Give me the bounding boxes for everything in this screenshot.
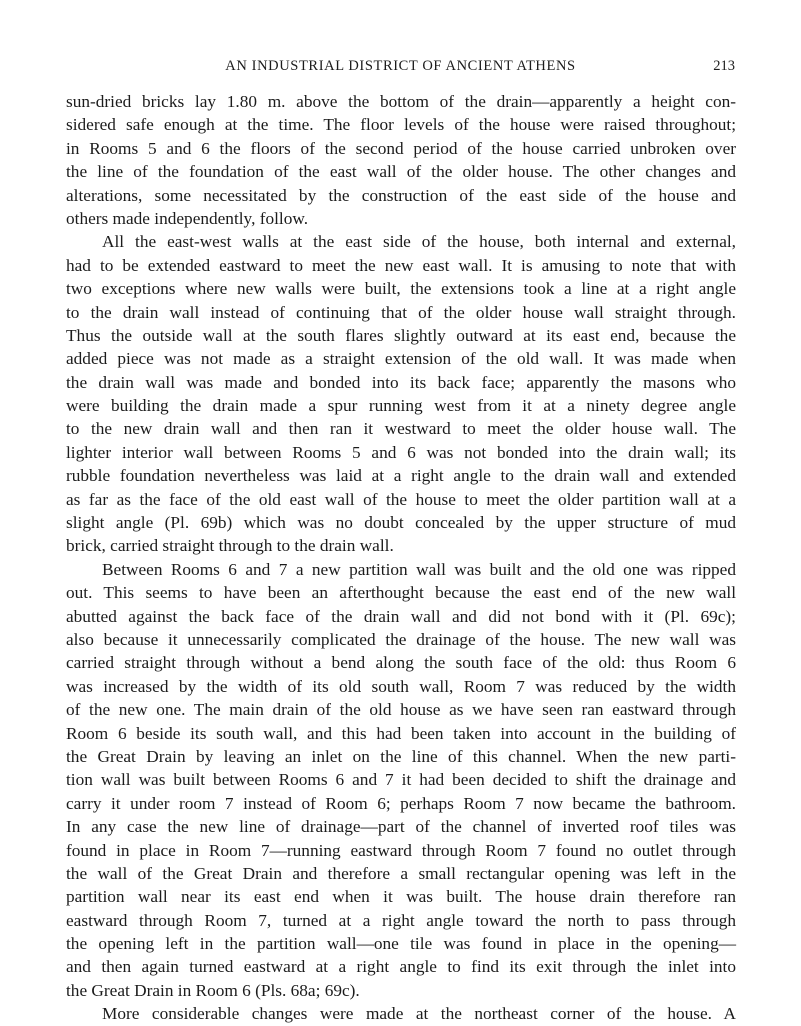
text-line: also because it unnecessarily complicated the drainage of the house. The new wall was <box>66 629 736 649</box>
text-line: to the new drain wall and then ran it westward to meet the older house wall. The <box>66 419 736 439</box>
text-line: added piece was not made as a straight extension of the old wall. It was made when <box>66 349 736 369</box>
text-line: rubble foundation nevertheless was laid at a right angle to the drain wall and extended <box>66 466 736 486</box>
paragraph <box>66 90 736 230</box>
text-line: alterations, some necessitated by the construction of the east side of the house and <box>66 185 736 205</box>
text-line: partition wall near its east end when it was built. The house drain therefore ran <box>66 887 736 907</box>
text-line: in Rooms 5 and 6 the floors of the second period of the house carried unbroken over <box>66 138 736 158</box>
text-line: the opening left in the partition wall—one tile was found in place in the opening— <box>66 934 736 954</box>
text-line: carried straight through without a bend along the south face of the old: thus Room 6 <box>66 653 736 673</box>
text-line: of the new one. The main drain of the old house as we have seen ran eastward through <box>66 700 736 720</box>
text-line: the wall of the Great Drain and therefore a small rectangular opening was left in the <box>66 863 736 883</box>
text-line: the line of the foundation of the east wall of the older house. The other changes and <box>66 162 736 182</box>
page-number: 213 <box>713 58 735 74</box>
text-line: had to be extended eastward to meet the new east wall. It is amusing to note that with <box>66 255 736 275</box>
text-line: others made independently, follow. <box>66 208 309 228</box>
text-line: lighter interior wall between Rooms 5 and 6 was not bonded into the drain wall; its <box>66 442 736 462</box>
text-line: sun-dried bricks lay 1.80 m. above the bottom of the drain—apparently a height con- <box>66 92 736 111</box>
text-line: tion wall was built between Rooms 6 and 7 it had been decided to shift the drainage and <box>66 770 736 790</box>
text-line: Between Rooms 6 and 7 a new partition wall was built and the old one was ripped <box>102 559 736 579</box>
paragraph <box>66 230 736 557</box>
paragraph <box>66 1002 736 1025</box>
text-line: the Great Drain by leaving an inlet on the line of this channel. When the new parti- <box>66 746 736 766</box>
text-line: More considerable changes were made at the northeast corner of the house. A <box>102 1004 736 1024</box>
text-line: slight angle (Pl. 69b) which was no doubt concealed by the upper structure of mud <box>66 513 736 533</box>
running-head <box>66 58 735 80</box>
paragraph <box>66 558 736 1002</box>
text-line: sidered safe enough at the time. The floor levels of the house were raised throughout; <box>66 115 736 135</box>
text-line: the Great Drain in Room 6 (Pls. 68a; 69c). <box>66 980 360 1000</box>
text-line: Thus the outside wall at the south flares slightly outward at its east end, because the <box>66 325 736 345</box>
running-title: AN INDUSTRIAL DISTRICT OF ANCIENT ATHENS <box>225 58 576 74</box>
text-line: found in place in Room 7—running eastward through Room 7 found no outlet through <box>66 840 736 860</box>
text-line: as far as the face of the old east wall of the house to meet the older partition wall at a <box>66 489 736 509</box>
text-line: eastward through Room 7, turned at a right angle toward the north to pass through <box>66 910 736 930</box>
text-line: the drain wall was made and bonded into its back face; apparently the masons who <box>66 372 736 392</box>
text-line: carry it under room 7 instead of Room 6; perhaps Room 7 now became the bathroom. <box>66 793 736 813</box>
body-text <box>66 90 736 1026</box>
text-line: brick, carried straight through to the drain wall. <box>66 536 394 556</box>
text-line: two exceptions where new walls were built, the extensions took a line at a right angle <box>66 279 736 299</box>
text-line: out. This seems to have been an afterthought because the east end of the new wall <box>66 583 736 603</box>
text-line: All the east-west walls at the east side of the house, both internal and external, <box>102 232 736 252</box>
text-line: Room 6 beside its south wall, and this had been taken into account in the building of <box>66 723 736 743</box>
text-line: abutted against the back face of the drain wall and did not bond with it (Pl. 69c); <box>66 606 736 626</box>
text-line: to the drain wall instead of continuing that of the older house wall straight through. <box>66 302 736 322</box>
text-line: was increased by the width of its old south wall, Room 7 was reduced by the width <box>66 676 736 696</box>
text-line: and then again turned eastward at a right angle to find its exit through the inlet into <box>66 957 736 977</box>
text-line: were building the drain made a spur running west from it at a ninety degree angle <box>66 396 736 416</box>
text-line: In any case the new line of drainage—part of the channel of inverted roof tiles was <box>66 817 736 837</box>
